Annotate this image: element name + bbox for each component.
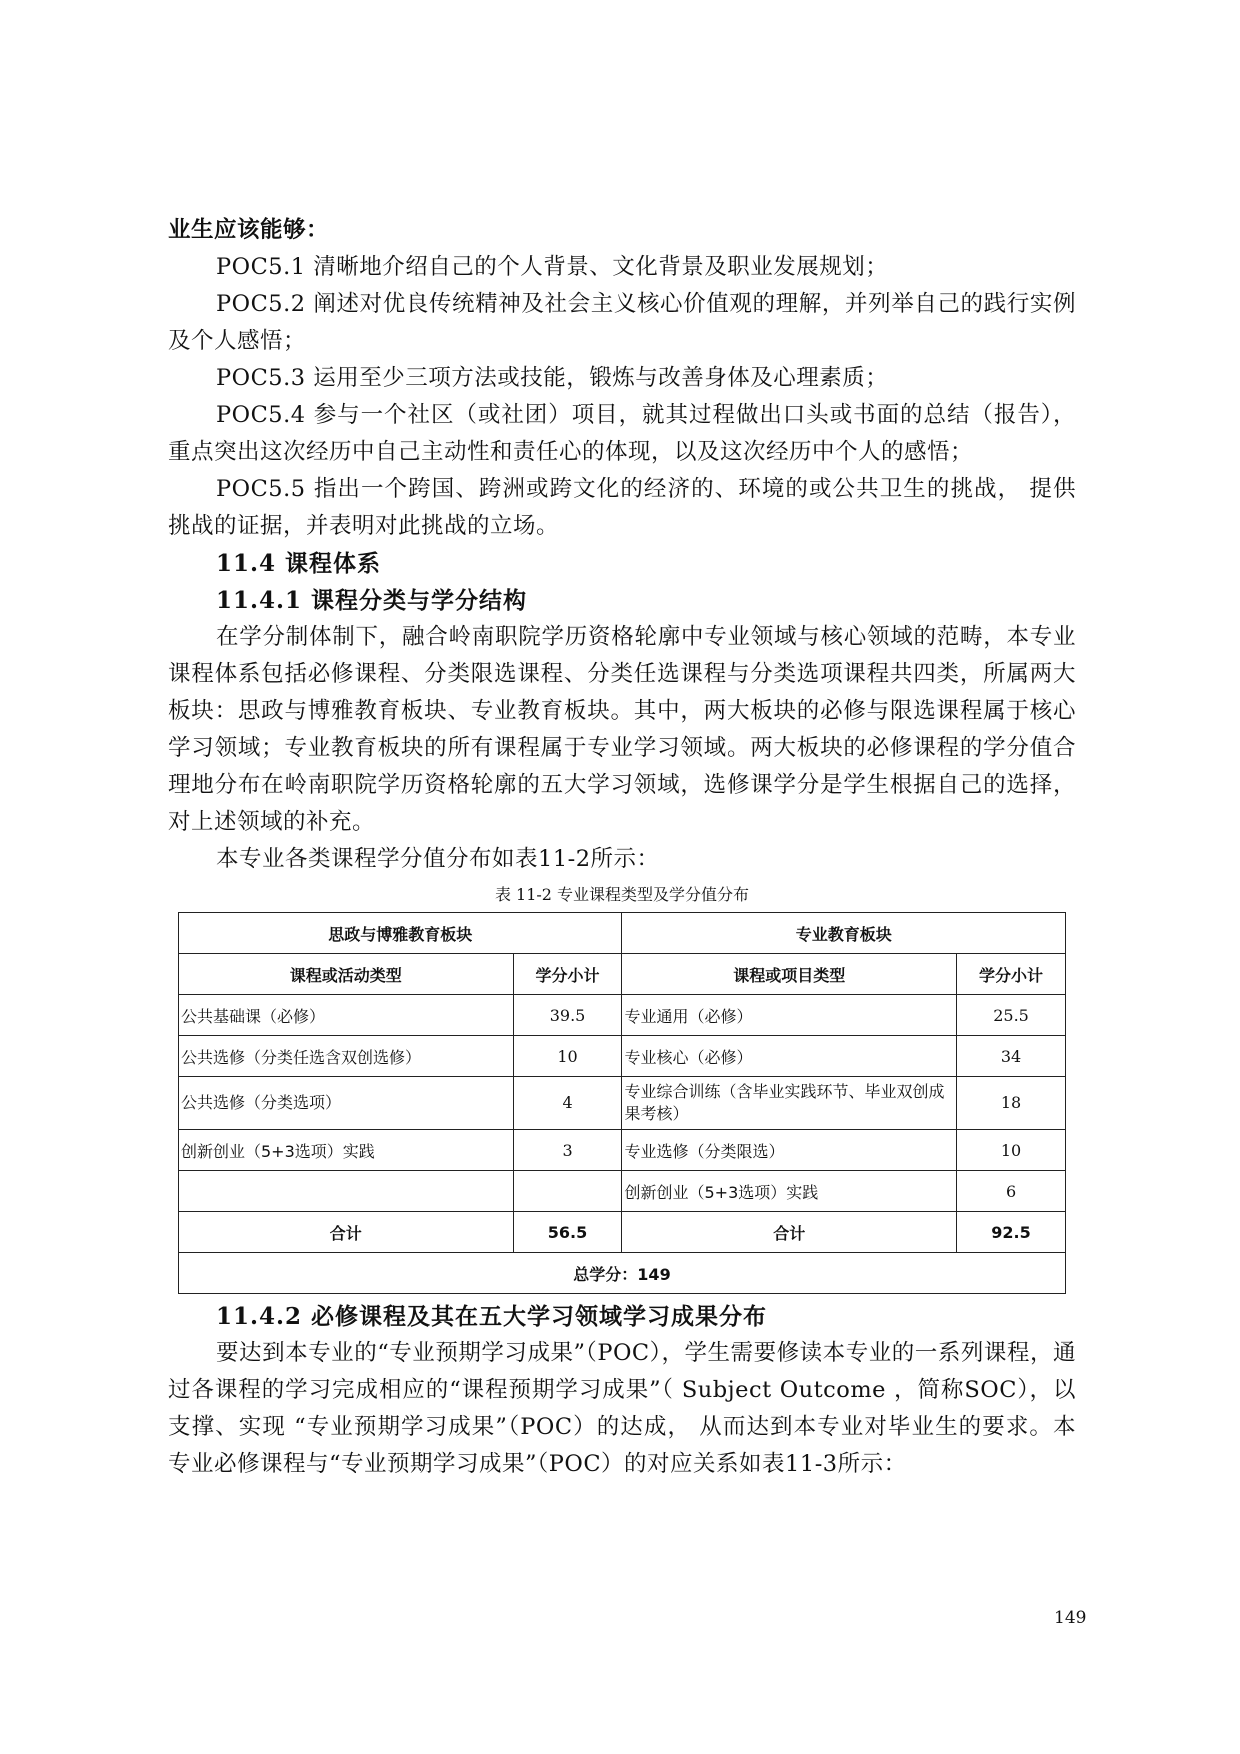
table-row <box>179 1171 1066 1212</box>
table-cell: 公共基础课（必修） <box>179 995 514 1036</box>
grand-total: 总学分：149 <box>179 1253 1066 1294</box>
section-heading: 11.4 课程体系 <box>216 550 382 577</box>
table-cell: 34 <box>957 1036 1066 1077</box>
table-cell <box>179 1171 514 1212</box>
total-value: 56.5 <box>513 1212 622 1253</box>
table-cell: 10 <box>957 1130 1066 1171</box>
table-row <box>179 913 1066 954</box>
table-cell: 专业综合训练（含毕业实践环节、毕业双创成果考核） <box>622 1077 957 1130</box>
document-body <box>168 212 1076 1483</box>
paragraph: 要达到本专业的“专业预期学习成果”（POC），学生需要修读本专业的一系列课程，通过各课程的学习完成相应的“课程预期学习成果”（ Subject Outcome ，简称SOC），以支撑、实现 “专业预期学习成果”（POC）的达成， 从而达到本专业对毕业生的要求。本专业必修课程与“专业预期学习成果”（POC）的对应关系如表11-3所示： <box>168 1340 1076 1477</box>
table-cell: 18 <box>957 1077 1066 1130</box>
table-cell: 专业核心（必修） <box>622 1036 957 1077</box>
table-cell: 3 <box>513 1130 622 1171</box>
table-row <box>179 1130 1066 1171</box>
table-cell: 专业通用（必修） <box>622 995 957 1036</box>
table-cell: 6 <box>957 1171 1066 1212</box>
table-row <box>179 1036 1066 1077</box>
column-header: 课程或活动类型 <box>179 954 514 995</box>
table-total-row <box>179 1212 1066 1253</box>
table-caption: 表 11-2 专业课程类型及学分值分布 <box>494 885 750 904</box>
paragraph: 本专业各类课程学分值分布如表11-2所示： <box>216 846 660 872</box>
table-cell: 10 <box>513 1036 622 1077</box>
block-header-left: 思政与博雅教育板块 <box>179 913 622 954</box>
table-cell: 39.5 <box>513 995 622 1036</box>
table-cell <box>513 1171 622 1212</box>
table-row <box>179 1077 1066 1130</box>
total-value: 92.5 <box>957 1212 1066 1253</box>
poc-item: POC5.3 运用至少三项方法或技能，锻炼与改善身体及心理素质； <box>216 365 889 391</box>
poc-item: POC5.5 指出一个跨国、跨洲或跨文化的经济的、环境的或公共卫生的挑战， 提供挑战的证据，并表明对此挑战的立场。 <box>168 476 1076 539</box>
table-cell: 专业选修（分类限选） <box>622 1130 957 1171</box>
column-header: 学分小计 <box>957 954 1066 995</box>
table-grand-total-row <box>179 1253 1066 1294</box>
table-cell: 4 <box>513 1077 622 1130</box>
paragraph: 在学分制体制下，融合岭南职院学历资格轮廓中专业领域与核心领域的范畴，本专业课程体系包括必修课程、分类限选课程、分类任选课程与分类选项课程共四类，所属两大板块：思政与博雅教育板块、专业教育板块。其中，两大板块的必修与限选课程属于核心学习领域；专业教育板块的所有课程属于专业学习领域。两大板块的必修课程的学分值合理地分布在岭南职院学历资格轮廓的五大学习领域，选修课学分是学生根据自己的选择，对上述领域的补充。 <box>168 624 1076 835</box>
intro-line: 业生应该能够： <box>168 217 330 243</box>
table-cell: 创新创业（5+3选项）实践 <box>179 1130 514 1171</box>
total-label: 合计 <box>179 1212 514 1253</box>
block-header-right: 专业教育板块 <box>622 913 1066 954</box>
column-header: 学分小计 <box>513 954 622 995</box>
table-cell: 公共选修（分类任选含双创选修） <box>179 1036 514 1077</box>
total-label: 合计 <box>622 1212 957 1253</box>
table-cell: 创新创业（5+3选项）实践 <box>622 1171 957 1212</box>
poc-item: POC5.4 参与一个社区（或社团）项目，就其过程做出口头或书面的总结（报告），重点突出这次经历中自己主动性和责任心的体现，以及这次经历中个人的感悟； <box>168 402 1076 465</box>
subsection-heading: 11.4.1 课程分类与学分结构 <box>216 587 528 614</box>
poc-item: POC5.2 阐述对优良传统精神及社会主义核心价值观的理解，并列举自己的践行实例及个人感悟； <box>168 291 1076 354</box>
subsection-heading: 11.4.2 必修课程及其在五大学习领域学习成果分布 <box>216 1303 768 1330</box>
table-row <box>179 954 1066 995</box>
column-header: 课程或项目类型 <box>622 954 957 995</box>
table-cell: 25.5 <box>957 995 1066 1036</box>
credit-table <box>178 912 1066 1294</box>
table-cell: 公共选修（分类选项） <box>179 1077 514 1130</box>
page-number: 149 <box>1054 1608 1087 1628</box>
poc-item: POC5.1 清晰地介绍自己的个人背景、文化背景及职业发展规划； <box>216 254 889 280</box>
table-row <box>179 995 1066 1036</box>
